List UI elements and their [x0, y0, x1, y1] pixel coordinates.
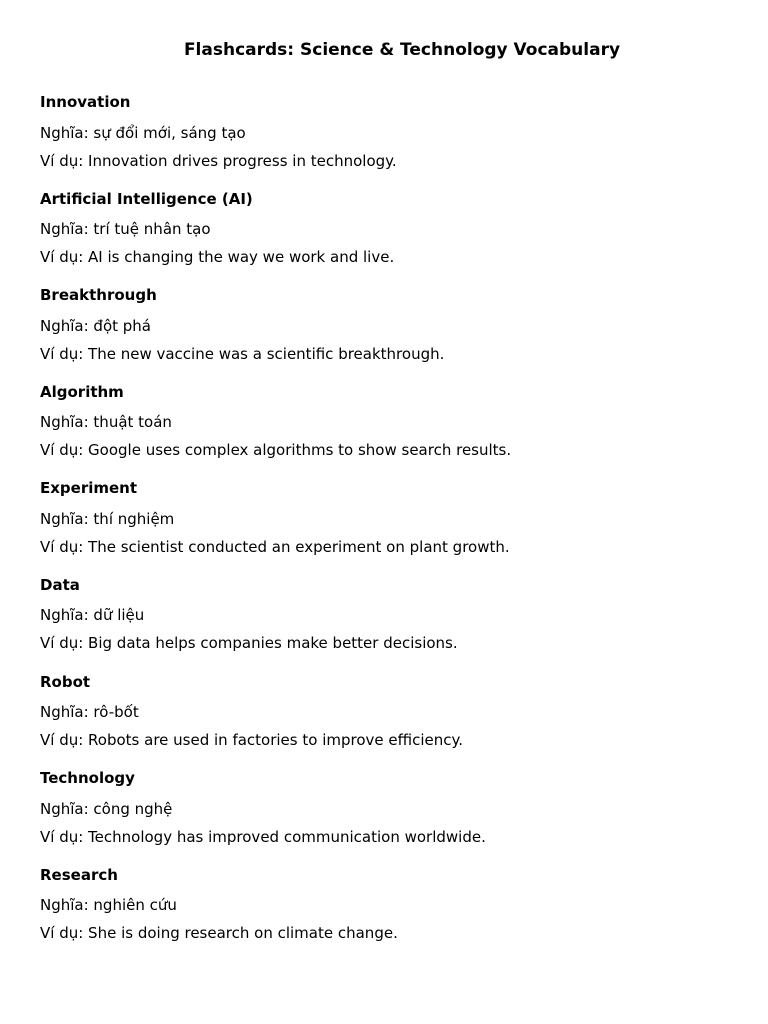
- flashcard-entry: [40, 188, 740, 285]
- flashcard-term: Robot: [40, 672, 91, 691]
- flashcard-example: Ví dụ: The new vaccine was a scientific breakthrough.: [40, 344, 445, 363]
- flashcard-term: Experiment: [40, 479, 138, 498]
- flashcard-entry: [40, 284, 740, 381]
- flashcard-example: Ví dụ: She is doing research on climate change.: [40, 924, 398, 943]
- flashcard-term: Research: [40, 865, 118, 884]
- flashcard-entry: [40, 671, 740, 768]
- flashcard-meaning: Nghĩa: trí tuệ nhân tạo: [40, 220, 211, 239]
- flashcard-meaning: Nghĩa: dữ liệu: [40, 606, 145, 625]
- flashcard-meaning: Nghĩa: thí nghiệm: [40, 509, 175, 528]
- flashcard-term: Innovation: [40, 93, 131, 111]
- flashcard-term: Artificial Intelligence (AI): [40, 189, 253, 208]
- page-title: Flashcards: Science & Technology Vocabulary: [183, 40, 621, 60]
- flashcard-meaning: Nghĩa: rô-bốt: [40, 703, 139, 722]
- flashcard-example: Ví dụ: Big data helps companies make better decisions.: [40, 634, 458, 653]
- flashcard-meaning: Nghĩa: nghiên cứu: [40, 896, 177, 915]
- flashcard-term: Data: [40, 575, 80, 594]
- flashcard-meaning: Nghĩa: thuật toán: [40, 413, 172, 432]
- flashcard-entry: [40, 864, 740, 961]
- flashcard-example: Ví dụ: Technology has improved communication worldwide.: [40, 827, 486, 846]
- flashcard-entry: [40, 477, 740, 574]
- flashcard-term: Technology: [40, 769, 135, 788]
- flashcard-meaning: Nghĩa: công nghệ: [40, 799, 173, 818]
- flashcard-term: Breakthrough: [40, 286, 157, 305]
- flashcard-meaning: Nghĩa: sự đổi mới, sáng tạo: [40, 123, 246, 142]
- flashcard-list: [40, 91, 740, 960]
- flashcard-entry: [40, 91, 740, 188]
- flashcard-entry: [40, 381, 740, 478]
- flashcard-entry: [40, 767, 740, 864]
- flashcard-meaning: Nghĩa: đột phá: [40, 316, 151, 335]
- flashcard-entry: [40, 574, 740, 671]
- flashcard-example: Ví dụ: Robots are used in factories to improve efficiency.: [40, 731, 464, 750]
- flashcard-example: Ví dụ: The scientist conducted an experiment on plant growth.: [40, 537, 510, 556]
- flashcard-example: Ví dụ: Innovation drives progress in technology.: [40, 151, 397, 170]
- flashcard-example: Ví dụ: Google uses complex algorithms to show search results.: [40, 441, 512, 460]
- flashcard-example: Ví dụ: AI is changing the way we work and live.: [40, 248, 395, 267]
- flashcard-term: Algorithm: [40, 382, 124, 401]
